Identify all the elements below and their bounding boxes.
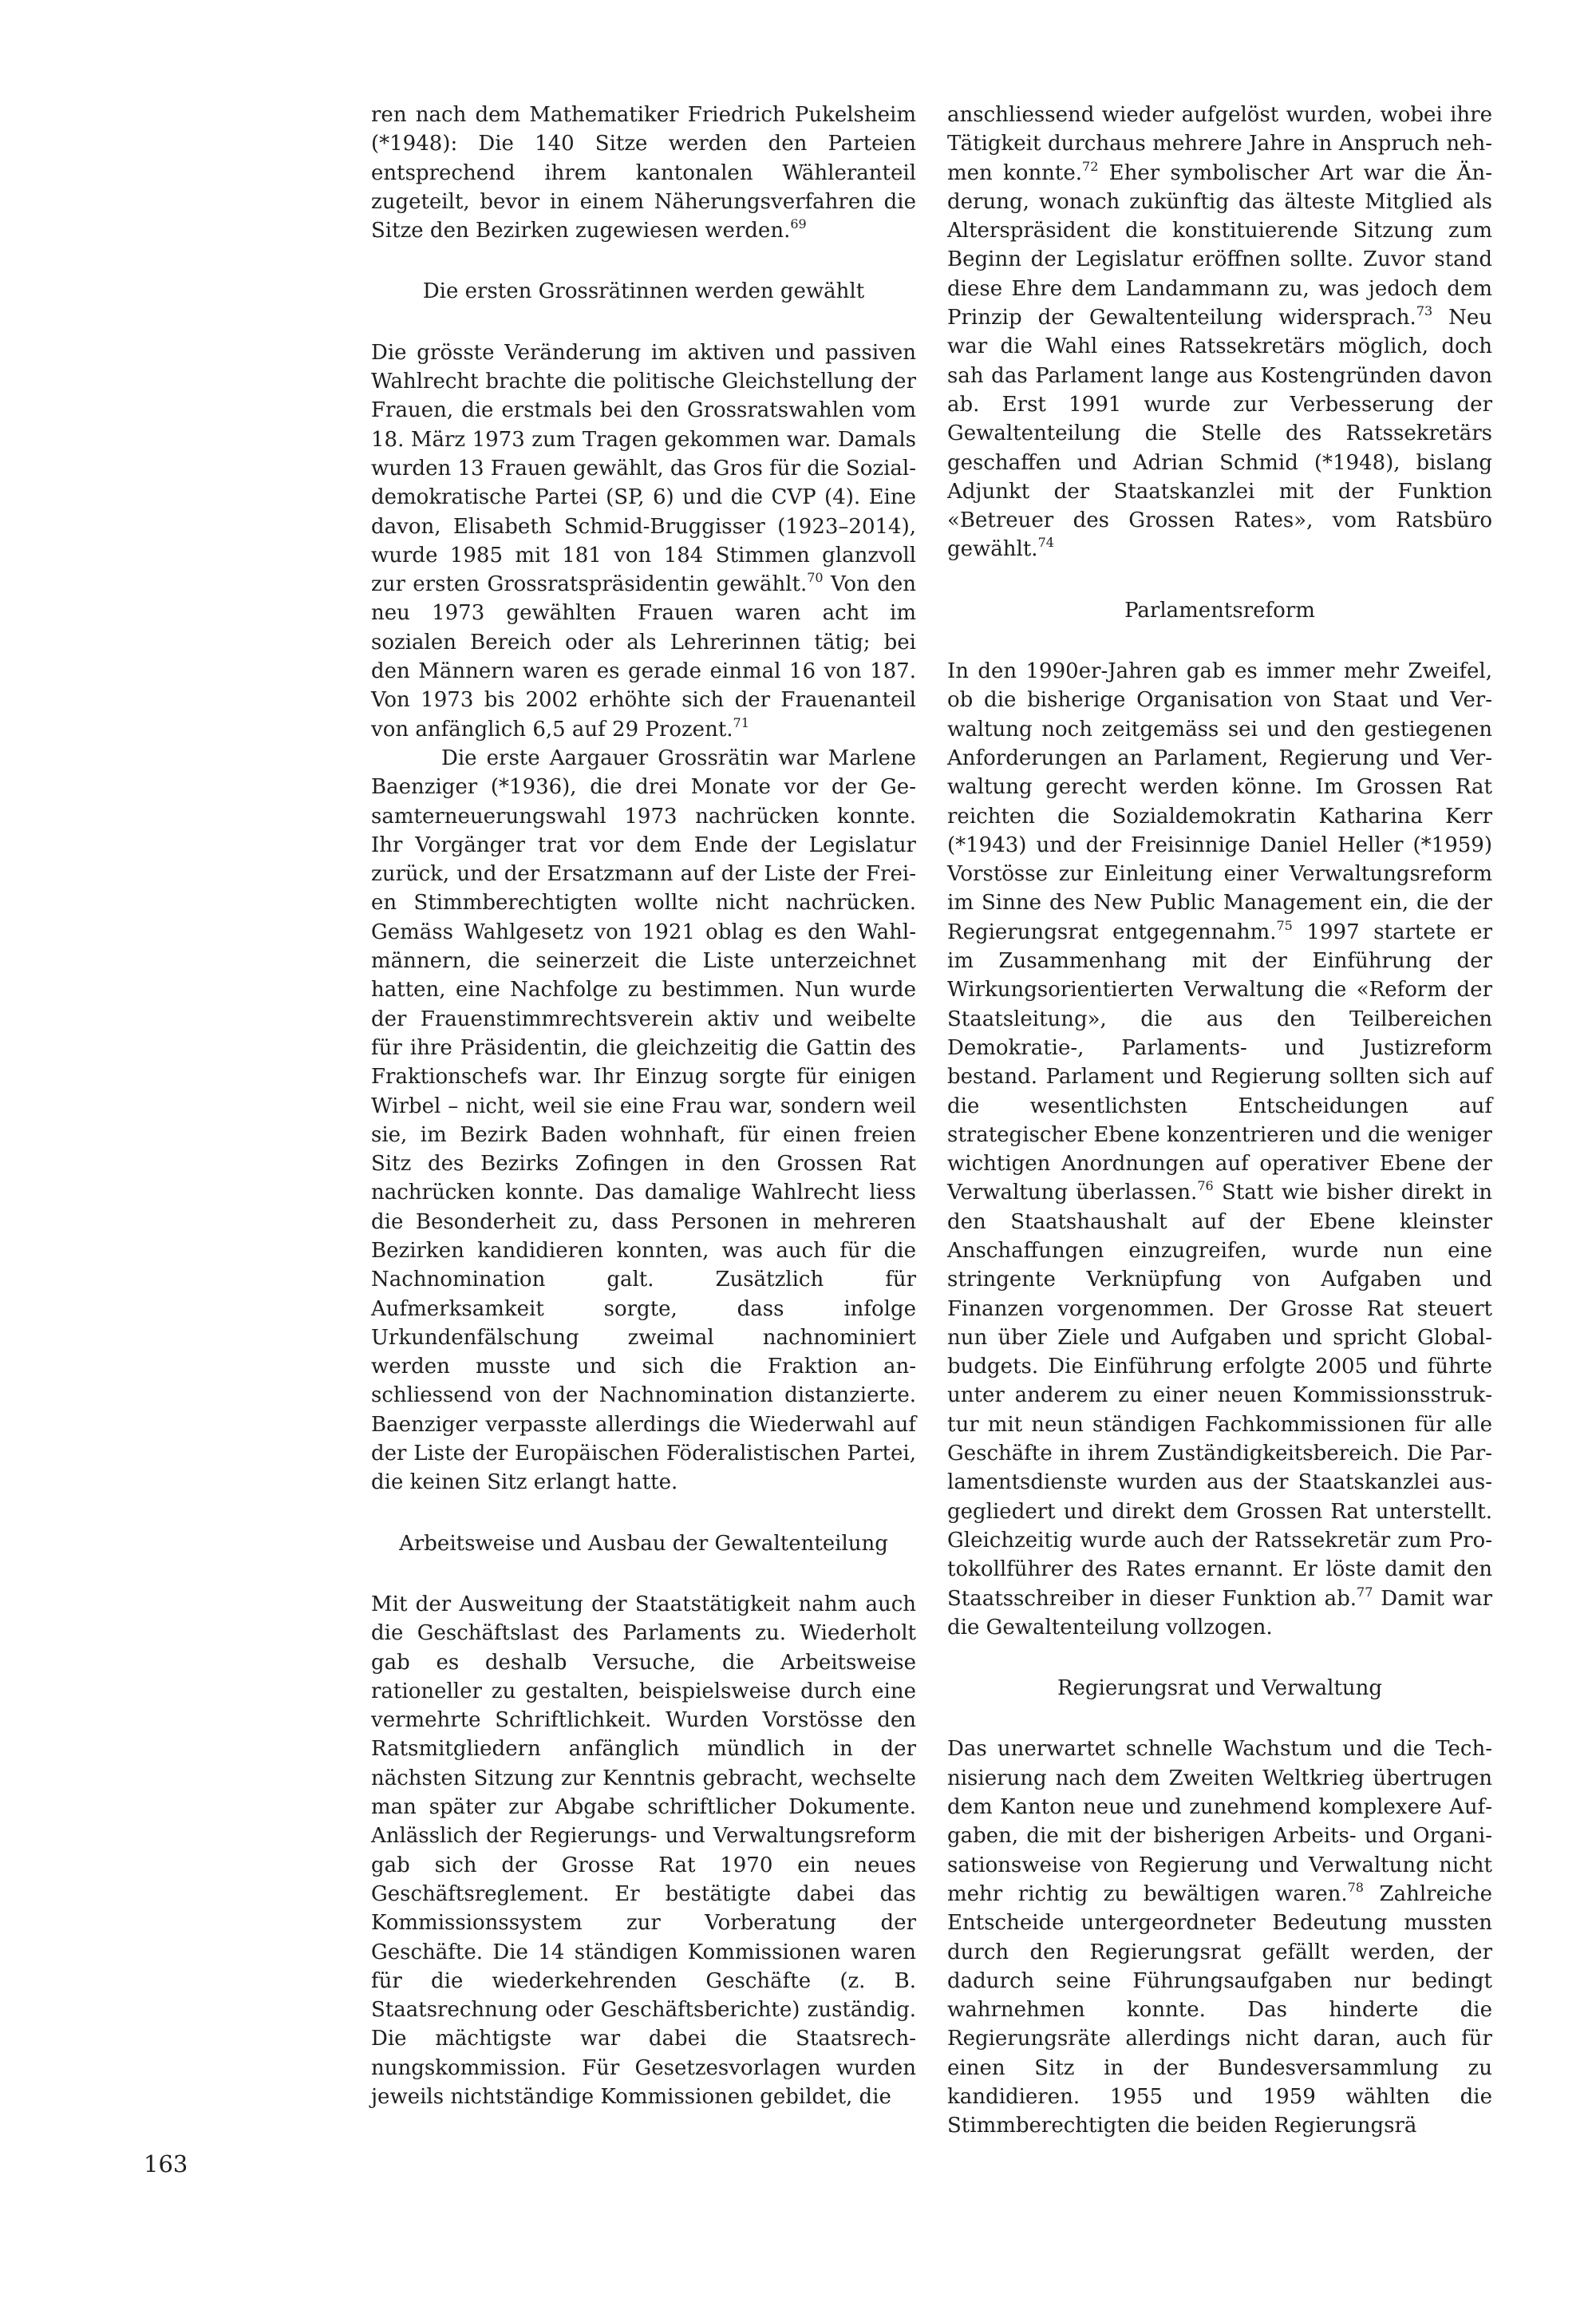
section-heading: Die ersten Grossrätinnen werden gewählt xyxy=(422,279,865,304)
section-heading: Regierungsrat und Verwaltung xyxy=(1057,1676,1383,1701)
paragraph-text: Zahlreiche Entscheide untergeordneter Bedeutung mussten durch den Regierungsrat gefällt werden, der dadurch seine Führungsaufgaben nur bedingt wahrnehmen konnte. Das hinderte die Regierungsräte allerdings nicht daran, auch für einen Sitz in der Bundesversammlung zu kandidieren. 1955 und 1959 wählten die Stimmberechtigten die beiden Regierungsrä xyxy=(947,1881,1492,2138)
section-heading: Arbeitsweise und Ausbau der Gewaltenteilung xyxy=(399,1531,888,1556)
footnote-marker[interactable]: 78 xyxy=(1347,1879,1364,1895)
left-column xyxy=(371,101,916,2111)
paragraph-text: anschliessend wieder aufgelöst wurden, wobei ihre Tätigkeit durchaus mehrere Jahre in Anspruch nehmen konnte. xyxy=(947,103,1492,185)
paragraph xyxy=(947,657,1492,1642)
paragraph-text: Statt wie bisher direkt in den Staatshaushalt auf der Ebene kleinster Anschaffungen einzugreifen, wurde nun eine stringente Verknüpfung von Aufgaben und Finanzen vorgenommen. Der Grosse Rat steuert nun über Ziele und Aufgaben und spricht Globalbudgets. Die Einführung erfolgte 2005 und führte unter anderem zu einer neuen Kommissionsstruktur mit neun ständigen Fachkommissionen für alle Geschäfte in ihrem Zuständigkeitsbereich. Die Parlamentsdienste wurden aus der Staatskanzlei ausgegliedert und direkt dem Grossen Rat unterstellt. Gleichzeitig wurde auch der Ratssekretär zum Protokollführer des Rates ernannt. Er löste damit den Staatsschreiber in dieser Funktion ab. xyxy=(947,1181,1492,1611)
footnote-marker[interactable]: 70 xyxy=(807,570,824,586)
paragraph: Mit der Ausweitung der Staatstätigkeit nahm auch die Geschäftslast des Parlaments zu. Wiederholt gab es deshalb Versuche, die Arbeitsweise rationeller zu gestalten, beispielsweise durch eine vermehrte Schriftlichkeit. Wurden Vorstösse den Ratsmitgliedern anfänglich mündlich in der nächsten Sitzung zur Kenntnis gebracht, wechselte man später zur Abgabe schriftlicher Dokumente. Anlässlich der Regierungs- und Verwaltungsreform gab sich der Grosse Rat 1970 ein neues Geschäftsreglement. Er bestätigte dabei das Kommissionssystem zur Vorberatung der Geschäfte. Die 14 ständigen Kommissionen waren für die wiederkehrenden Geschäfte (z. B. Staatsrechnung oder Geschäftsberichte) zuständig. Die mächtigste war dabei die Staatsrechnungskommission. Für Gesetzesvorlagen wurden jeweils nichtständige Kommissionen gebildet, die xyxy=(371,1592,916,2109)
section-heading: Parlamentsreform xyxy=(1124,598,1315,623)
paragraph-text: ren nach dem Mathematiker Friedrich Pukelsheim (*1948): Die 140 Sitze werden den Parteien entsprechend ihrem kantonalen Wähleranteil zugeteilt, bevor in einem Näherungsverfahren die Sitze den Bezirken zugewiesen werden. xyxy=(371,103,916,243)
paragraph xyxy=(947,1735,1492,2140)
footnote-marker[interactable]: 71 xyxy=(733,714,749,730)
paragraph: Die erste Aargauer Grossrätin war Marlene Baenziger (*1936), die drei Monate vor der Gesamterneuerungswahl 1973 nachrücken konnte. Ihr Vorgänger trat vor dem Ende der Legislatur zurück, und der Ersatzmann auf der Liste der Freien Stimmberechtigten wollte nicht nachrücken. Gemäss Wahlgesetz von 1921 oblag es den Wahlmännern, die seinerzeit die Liste unterzeichnet hatten, eine Nachfolge zu bestimmen. Nun wurde der Frauenstimmrechtsverein aktiv und weibelte für ihre Präsidentin, die gleichzeitig die Gattin des Fraktionschefs war. Ihr Einzug sorgte für einigen Wirbel – nicht, weil sie eine Frau war, sondern weil sie, im Bezirk Baden wohnhaft, für einen freien Sitz des Bezirks Zofingen in den Grossen Rat nachrücken konnte. Das damalige Wahlrecht liess die Besonderheit zu, dass Personen in mehreren Bezirken kandidieren konnten, was auch für die Nachnomination galt. Zusätzlich für Aufmerksamkeit sorgte, dass infolge Urkundenfälschung zweimal nachnominiert werden musste und sich die Fraktion anschliessend von der Nachnomination distanzierte. Baenziger verpasste allerdings die Wiederwahl auf der Liste der Europäischen Föderalistischen Partei, die keinen Sitz erlangt hatte. xyxy=(371,746,916,1495)
paragraph-text: 1997 startete er im Zusammenhang mit der Einführung der Wirkungsorientierten Verwaltung die «Reform der Staatsleitung», die aus den Teilbereichen Demokratie-, Parlaments- und Justizreform bestand. Parlament und Regierung sollten sich auf die wesentlichsten Entscheidungen auf strategischer Ebene konzentrieren und die weniger wichtigen Anordnungen auf operativer Ebene der Verwaltung überlassen. xyxy=(947,920,1492,1205)
footnote-marker[interactable]: 75 xyxy=(1276,917,1293,933)
footnote-marker[interactable]: 69 xyxy=(790,216,807,232)
footnote-marker[interactable]: 77 xyxy=(1357,1584,1373,1600)
footnote-marker[interactable]: 74 xyxy=(1037,535,1054,551)
paragraph xyxy=(371,338,916,744)
paragraph-text: Von den neu 1973 gewählten Frauen waren acht im sozialen Bereich oder als Lehrerinnen tätig; bei den Männern waren es gerade einmal 16 von 187. Von 1973 bis 2002 erhöhte sich der Frauenanteil von anfänglich 6,5 auf 29 Prozent. xyxy=(371,572,916,742)
footnote-marker[interactable]: 72 xyxy=(1082,158,1099,174)
paragraph-text: Neu war die Wahl eines Ratssekretärs möglich, doch sah das Parlament lange aus Kostengründen davon ab. Erst 1991 wurde zur Verbesserung der Gewaltenteilung die Stelle des Ratssekretärs geschaffen und Adrian Schmid (*1948), bislang Adjunkt der Staatskanzlei mit der Funktion «Betreuer des Grossen Rates», vom Ratsbüro gewählt. xyxy=(947,306,1492,562)
right-column xyxy=(947,101,1492,2141)
paragraph-text: Eher symbolischer Art war die Änderung, wonach zukünftig das älteste Mitglied als Alterspräsident die konstituierende Sitzung zum Beginn der Legislatur eröffnen sollte. Zuvor stand diese Ehre dem Landammann zu, was jedoch dem Prinzip der Gewaltenteilung widersprach. xyxy=(947,160,1492,330)
page-number: 163 xyxy=(144,2150,188,2178)
paragraph-text: Die grösste Veränderung im aktiven und passiven Wahlrecht brachte die politische Gleichstellung der Frauen, die erstmals bei den Grossratswahlen vom 18. März 1973 zum Tragen gekommen war. Damals wurden 13 Frauen gewählt, das Gros für die Sozialdemokratische Partei (SP, 6) und die CVP (4). Eine davon, Elisabeth Schmid-Bruggisser (1923–2014), wurde 1985 mit 181 von 184 Stimmen glanzvoll zur ersten Grossratspräsidentin gewählt. xyxy=(371,340,916,597)
footnote-marker[interactable]: 76 xyxy=(1197,1178,1214,1194)
paragraph xyxy=(947,101,1492,564)
paragraph-text: In den 1990er-Jahren gab es immer mehr Zweifel, ob die bisherige Organisation von Staat und Verwaltung noch zeitgemäss sei und den gestiegenen Anforderungen an Parlament, Regierung und Verwaltung gerecht werden könne. Im Grossen Rat reichten die Sozialdemokratin Katharina Kerr (*1943) und der Freisinnige Daniel Heller (*1959) Vorstösse zur Einleitung einer Verwaltungsreform im Sinne des New Public Management ein, die der Regierungsrat entgegennahm. xyxy=(947,659,1492,944)
paragraph-text: Das unerwartet schnelle Wachstum und die Technisierung nach dem Zweiten Weltkrieg übertrugen dem Kanton neue und zunehmend komplexere Aufgaben, die mit der bisherigen Arbeits- und Organisationsweise von Regierung und Verwaltung nicht mehr richtig zu bewältigen waren. xyxy=(947,1737,1492,1906)
paragraph xyxy=(371,101,916,245)
footnote-marker[interactable]: 73 xyxy=(1416,303,1433,319)
paragraph-text: Damit war die Gewaltenteilung vollzogen. xyxy=(947,1586,1492,1640)
